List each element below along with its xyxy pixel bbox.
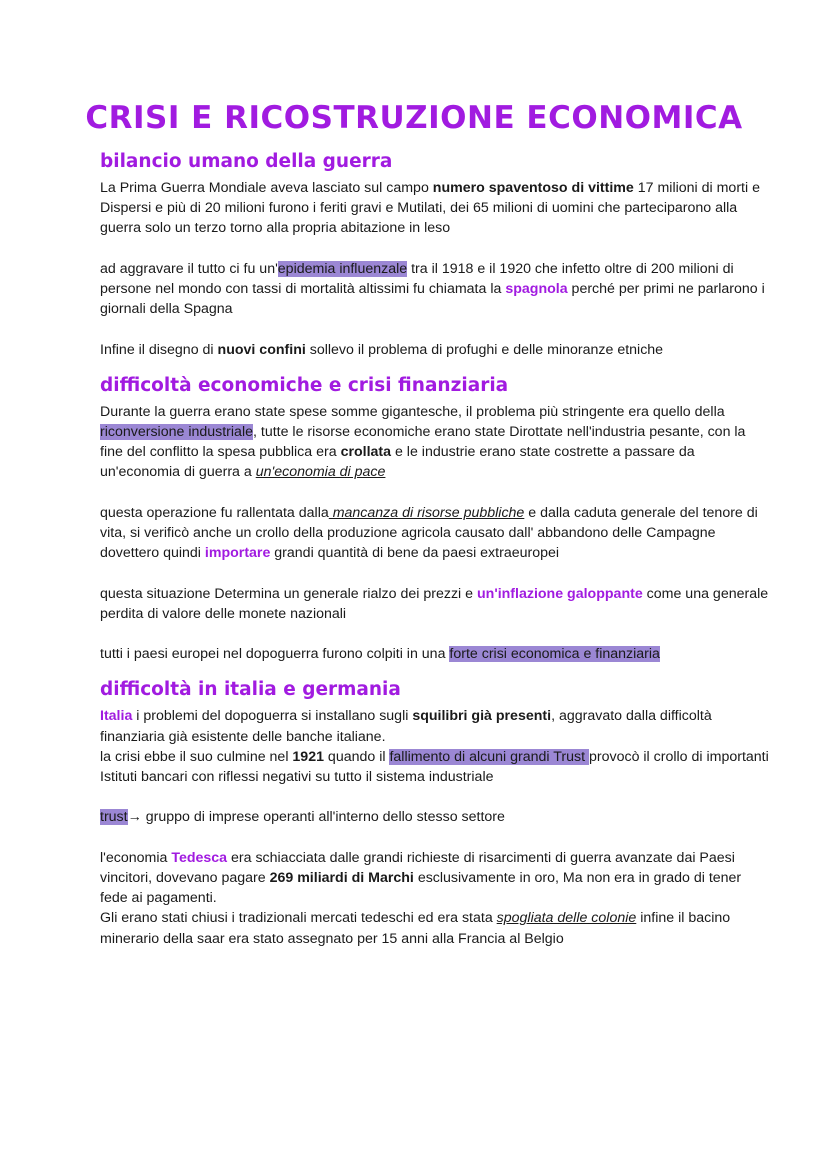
bold-text: 269 miliardi di Marchi	[269, 869, 414, 886]
bold-text: numero spaventoso di vittime	[432, 180, 634, 196]
text: i problemi del dopoguerra si installano sugli	[132, 708, 413, 725]
underlined-text: spogliata delle colonie	[496, 910, 637, 927]
underlined-text: un'economia di pace	[255, 464, 386, 481]
text: sollevo il problema di profughi e delle minoranze etniche	[305, 341, 664, 358]
highlighted-text: fallimento di alcuni grandi Trust	[389, 748, 589, 765]
text: esclusivamente in oro, Ma non era in grado di tener fede ai pagamenti.	[100, 869, 742, 907]
accent-text: Italia	[100, 708, 133, 725]
accent-text: Tedesca	[171, 849, 228, 866]
text: come una generale perdita di valore delle monete nazionali	[100, 585, 769, 622]
accent-text: importare	[204, 545, 271, 562]
text: quando il	[323, 748, 390, 765]
highlighted-text: forte crisi economica e finanziaria	[449, 646, 660, 663]
bold-text: crollata	[340, 444, 392, 461]
text: , tutte le risorse economiche erano state Dirottate nell'industria pesante, con la fine del conflitto la spesa pubblica era	[100, 424, 746, 461]
paragraph-culmine	[100, 747, 770, 787]
page-title: CRISI E RICOSTRUZIONE ECONOMICA	[85, 100, 743, 136]
text: perché per primi ne parlarono i giornali della Spagna	[100, 281, 765, 318]
paragraph-riconversione	[100, 402, 770, 483]
text: provocò il crollo di importanti Istituti bancari con riflessi negativi su tutto il sistema industriale	[100, 748, 769, 785]
text: 17 milioni di morti e Dispersi e più di 20 milioni furono i feriti gravi e Mutilati, dei 65 milioni di uomini che parteciparono alla guerra solo un terzo torno alla propria abitazione in leso	[100, 180, 760, 237]
text: era schiacciata dalle grandi richieste di risarcimenti di guerra avanzate dai Paesi vincitori, dovevano pagare	[100, 849, 735, 886]
highlighted-text: trust	[100, 809, 128, 826]
bold-text: nuovi confini	[217, 341, 306, 358]
paragraph-vittime	[100, 178, 770, 239]
text: → gruppo di imprese operanti all'interno dello stesso settore	[127, 809, 505, 826]
text: la crisi ebbe il suo culmine nel	[100, 748, 293, 765]
paragraph-colonie	[100, 908, 770, 948]
text: e dalla caduta generale del tenore di vita, si verificò anche un crollo della produzione agricola causato dall' abbandono delle Campagne dovettero quindi	[100, 504, 758, 562]
paragraph-trust	[100, 807, 770, 827]
paragraph-rallentata	[100, 503, 770, 564]
section-heading-italia-germania: difficoltà in italia e germania	[100, 679, 401, 701]
text: tra il 1918 e il 1920 che infetto oltre di 200 milioni di persone nel mondo con tassi di mortalità altissimi fu chiamata la	[100, 260, 734, 297]
paragraph-crisi	[100, 644, 770, 664]
paragraph-inflazione	[100, 584, 770, 624]
text: ad aggravare il tutto ci fu un'	[100, 260, 278, 277]
highlighted-text: epidemia influenzale	[277, 260, 408, 277]
text: La Prima Guerra Mondiale aveva lasciato sul campo	[100, 180, 433, 196]
text: l'economia	[100, 849, 172, 866]
paragraph-germania	[100, 848, 770, 909]
text: e le industrie erano state costrette a passare da un'economia di guerra a	[100, 444, 695, 481]
text: questa situazione Determina un generale rialzo dei prezzi e	[100, 585, 477, 602]
underlined-text: mancanza di risorse pubbliche	[328, 504, 525, 521]
accent-text: spagnola	[505, 281, 568, 297]
paragraph-italia	[100, 706, 770, 746]
highlighted-text: riconversione industriale	[100, 424, 253, 440]
text: , aggravato dalla difficoltà finanziaria già esistente delle banche italiane.	[100, 708, 712, 745]
paragraph-epidemia	[100, 259, 770, 320]
section-heading-difficolta-economiche: difficoltà economiche e crisi finanziaria	[100, 374, 509, 396]
text: questa operazione fu rallentata dalla	[100, 504, 329, 521]
text: Infine il disegno di	[100, 341, 218, 358]
section-heading-bilancio: bilancio umano della guerra	[100, 151, 393, 172]
text: Durante la guerra erano state spese somme gigantesche, il problema più stringente era quello della	[100, 403, 725, 420]
text: tutti i paesi europei nel dopoguerra furono colpiti in una	[100, 646, 450, 663]
text: infine il bacino minerario della saar era stato assegnato per 15 anni alla Francia al Belgio	[100, 910, 731, 947]
text: Gli erano stati chiusi i tradizionali mercati tedeschi ed era stata	[100, 910, 497, 927]
accent-text: un'inflazione galoppante	[476, 585, 643, 602]
bold-text: 1921	[292, 748, 324, 765]
paragraph-confini	[100, 340, 770, 360]
document-body	[100, 150, 770, 949]
text: grandi quantità di bene da paesi extraeuropei	[270, 545, 560, 562]
bold-text: squilibri già presenti	[412, 708, 552, 725]
